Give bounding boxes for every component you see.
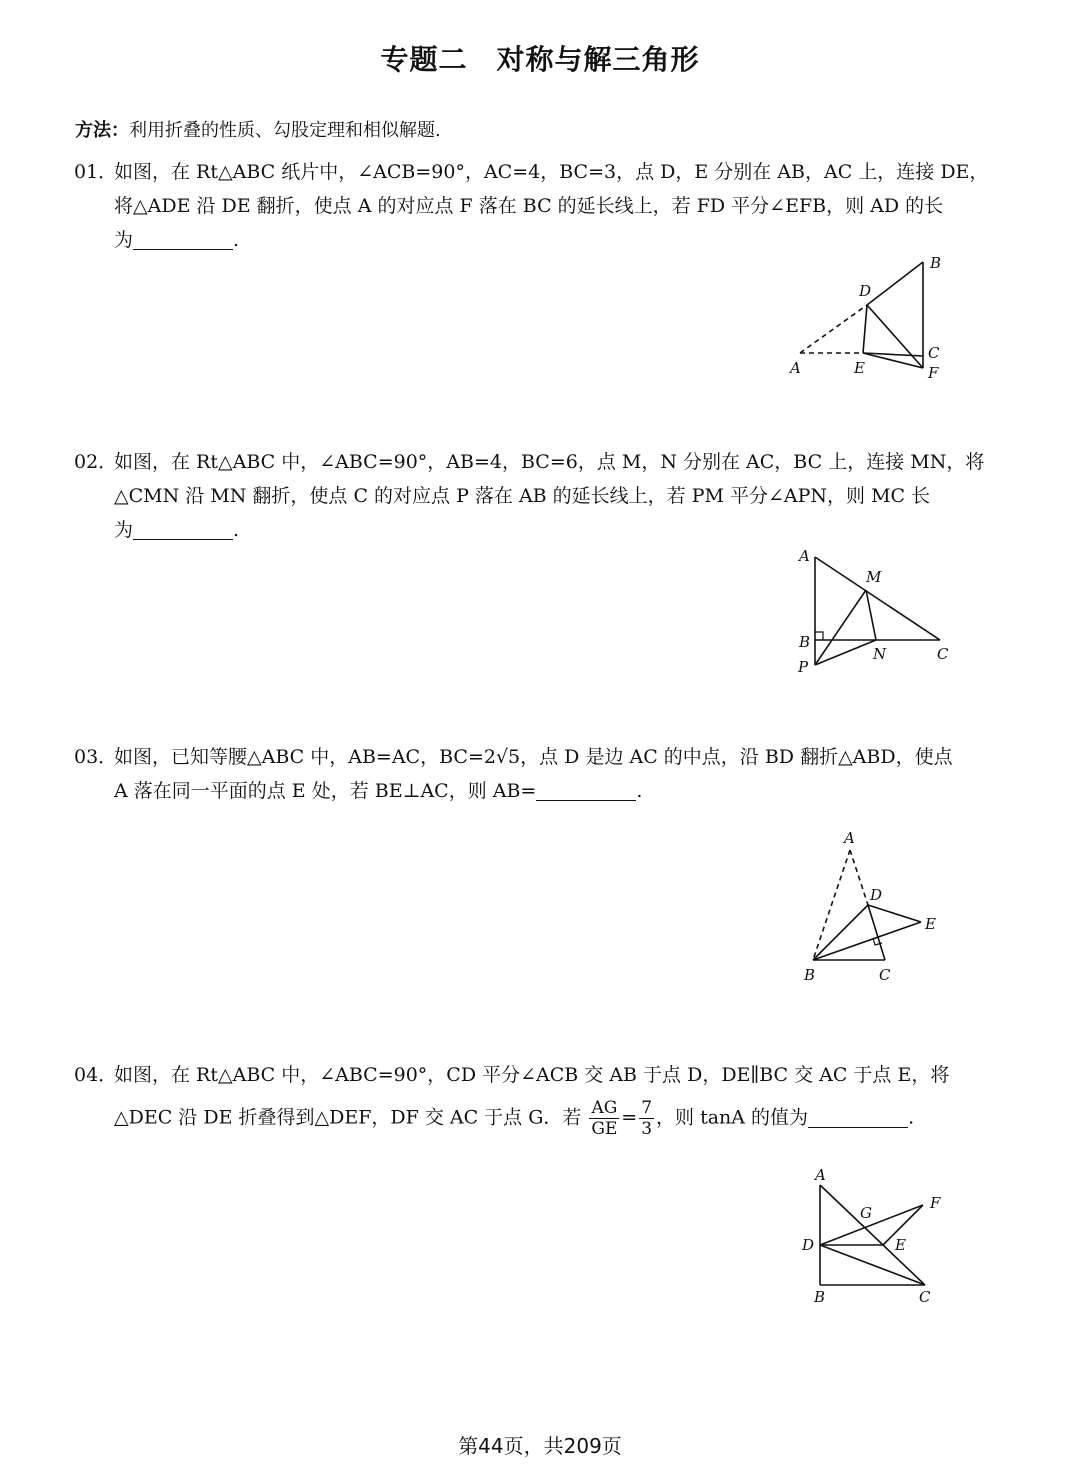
question-04 (74, 1058, 1024, 1139)
label-d: D (859, 282, 872, 300)
answer-blank[interactable] (133, 227, 233, 250)
segment-dc (868, 905, 885, 960)
label-c: C (937, 645, 949, 663)
label-a: A (844, 829, 855, 847)
frac-numerator: 7 (641, 1098, 653, 1118)
figure-02 (790, 545, 970, 680)
fraction-value (639, 1098, 654, 1139)
label-a: A (790, 359, 801, 377)
label-c: C (919, 1288, 931, 1306)
frac-denominator: GE (591, 1119, 618, 1139)
segment-de (863, 305, 867, 353)
label-g: G (860, 1204, 872, 1222)
label-n: N (873, 645, 887, 663)
question-end: . (908, 1106, 915, 1129)
label-b: B (930, 254, 942, 272)
method-text: 利用折叠的性质、勾股定理和相似解题. (129, 120, 441, 141)
question-text: 如图，在 Rt△ABC 纸片中，∠ACB=90°，AC=4，BC=3，点 D，E 分别在 AB，AC 上，连接 DE， (114, 161, 989, 183)
question-03 (74, 740, 1024, 808)
label-a: A (799, 547, 810, 565)
segment-mn (866, 590, 876, 640)
page-title: 专题二 对称与解三角形 (380, 43, 700, 76)
question-text: 如图，在 Rt△ABC 中，∠ABC=90°，CD 平分∠ACB 交 AB 于点 D，DE∥BC 交 AC 于点 E，将 (114, 1064, 950, 1086)
segment-ad (800, 305, 867, 353)
segment-de (868, 905, 921, 922)
question-text: A 落在同一平面的点 E 处，若 BE⊥AC，则 AB= (114, 780, 537, 802)
label-e: E (854, 359, 865, 377)
question-02 (74, 445, 1024, 547)
method-line (75, 116, 441, 142)
question-text: 为 (114, 229, 134, 251)
label-p: P (798, 658, 809, 676)
answer-blank[interactable] (808, 1105, 908, 1128)
question-text: 为 (114, 519, 134, 541)
question-end: . (233, 229, 240, 251)
frac-denominator: 3 (641, 1119, 653, 1139)
segment-ac (820, 1185, 925, 1285)
question-number: 02． (74, 451, 118, 473)
question-text: △CMN 沿 MN 翻折，使点 C 的对应点 P 落在 AB 的延长线上，若 PM 平分∠APN，则 MC 长 (114, 485, 931, 507)
question-end: . (233, 519, 240, 541)
label-f: F (928, 364, 939, 382)
answer-blank[interactable] (536, 778, 636, 801)
equals-sign: = (621, 1106, 638, 1129)
right-angle-mark (815, 632, 823, 640)
label-m: M (866, 568, 882, 586)
segment-be (813, 922, 921, 960)
question-text: 如图，在 Rt△ABC 中，∠ABC=90°，AB=4，BC=6，点 M，N 分别在 AC，BC 上，连接 MN，将 (114, 451, 985, 473)
label-a: A (815, 1166, 826, 1184)
question-text: △DEC 沿 DE 折叠得到△DEF，DF 交 AC 于点 G．若 (114, 1106, 582, 1129)
label-c: C (879, 966, 891, 984)
label-e: E (925, 915, 936, 933)
figure-04 (795, 1165, 955, 1310)
segment-dc (820, 1245, 925, 1285)
question-text: 将△ADE 沿 DE 翻折，使点 A 的对应点 F 落在 BC 的延长线上，若 FD 平分∠EFB，则 AD 的长 (114, 195, 944, 217)
label-b: B (799, 633, 811, 651)
segment-ab (813, 850, 850, 960)
figure-03 (795, 825, 955, 985)
label-d: D (870, 886, 883, 904)
segment-ad (850, 850, 868, 905)
question-number: 03． (74, 746, 118, 768)
segment-df (867, 305, 923, 368)
question-text: 如图，已知等腰△ABC 中，AB=AC，BC=2√5，点 D 是边 AC 的中点，沿 BD 翻折△ABD，使点 (114, 746, 953, 768)
question-number: 04． (74, 1064, 118, 1086)
label-b: B (814, 1288, 826, 1306)
label-d: D (802, 1236, 815, 1254)
label-f: F (930, 1194, 941, 1212)
fraction-ag-ge (589, 1098, 619, 1139)
label-c: C (928, 344, 940, 362)
method-label: 方法： (75, 120, 129, 141)
label-e: E (895, 1236, 906, 1254)
segment-bd (813, 905, 868, 960)
question-text: ，则 tanA 的值为 (656, 1106, 809, 1129)
frac-numerator: AG (591, 1098, 618, 1118)
question-number: 01． (74, 161, 118, 183)
label-b: B (804, 966, 816, 984)
segment-db (867, 262, 923, 305)
question-end: . (636, 780, 643, 802)
question-01 (74, 155, 1024, 257)
answer-blank[interactable] (133, 517, 233, 540)
page-footer: 第44页，共209页 (458, 1434, 622, 1458)
figure-01 (780, 250, 960, 390)
